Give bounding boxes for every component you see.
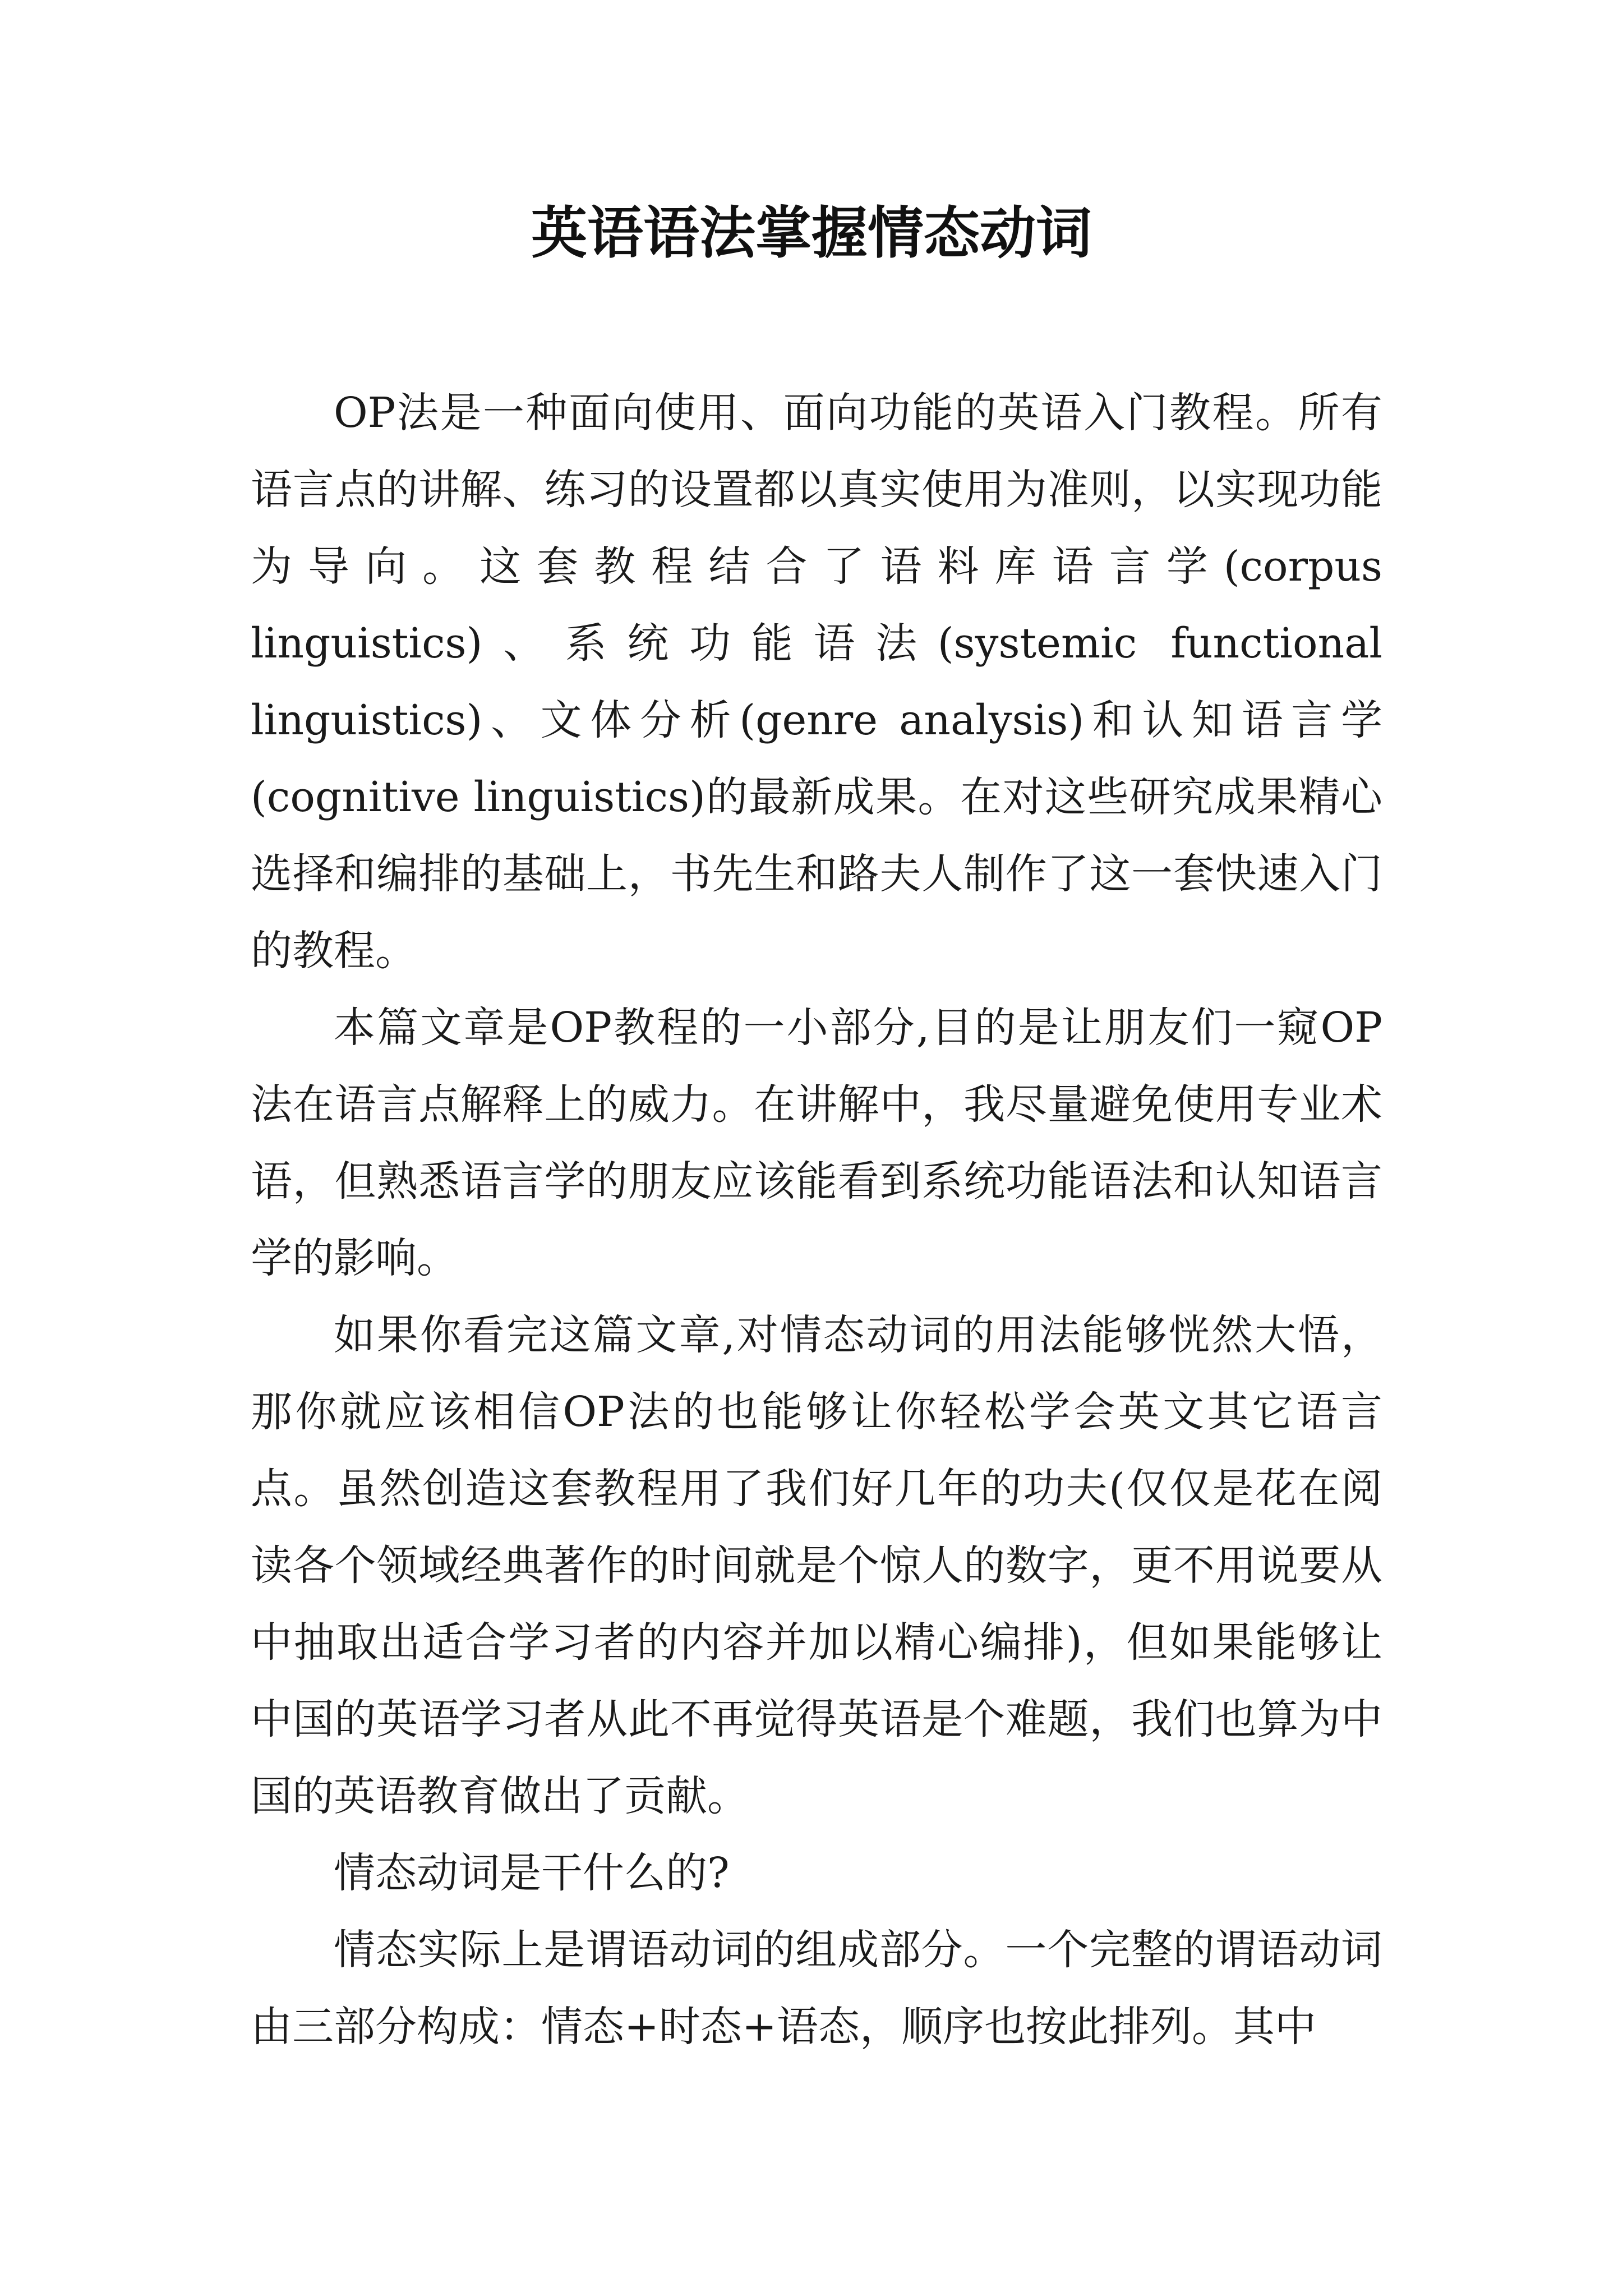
paragraph-intro: OP法是一种面向使用、面向功能的英语入门教程。所有语言点的讲解、练习的设置都以真实使用为准则，以实现功能为导向。这套教程结合了语料库语言学(corpus linguistics)、系统功能语法(systemic functional linguistics)、文体分析(genre analysis)和认知语言学(cognitive linguistics)的最新成果。在对这些研究成果精心选择和编排的基础上，书先生和路夫人制作了这一套快速入门的教程。 <box>251 389 1382 975</box>
section-question: 情态动词是干什么的? <box>334 1849 730 1897</box>
paragraph-purpose: 本篇文章是OP教程的一小部分,目的是让朋友们一窥OP法在语言点解释上的威力。在讲解中，我尽量避免使用专业术语，但熟悉语言学的朋友应该能看到系统功能语法和认知语言学的影响。 <box>251 1004 1382 1282</box>
document-title: 英语语法掌握情态动词 <box>531 200 1092 266</box>
paragraph-contribution: 如果你看完这篇文章,对情态动词的用法能够恍然大悟，那你就应该相信OP法的也能够让你轻松学会英文其它语言点。虽然创造这套教程用了我们好几年的功夫(仅仅是花在阅读各个领域经典著作的时间就是个惊人的数字，更不用说要从中抽取出适合学习者的内容并加以精心编排)，但如果能够让中国的英语学习者从此不再觉得英语是个难题，我们也算为中国的英语教育做出了贡献。 <box>251 1311 1382 1820</box>
paragraph-modality: 情态实际上是谓语动词的组成部分。一个完整的谓语动词由三部分构成：情态+时态+语态，顺序也按此排列。其中 <box>251 1926 1382 2051</box>
document-body <box>251 375 1382 2065</box>
